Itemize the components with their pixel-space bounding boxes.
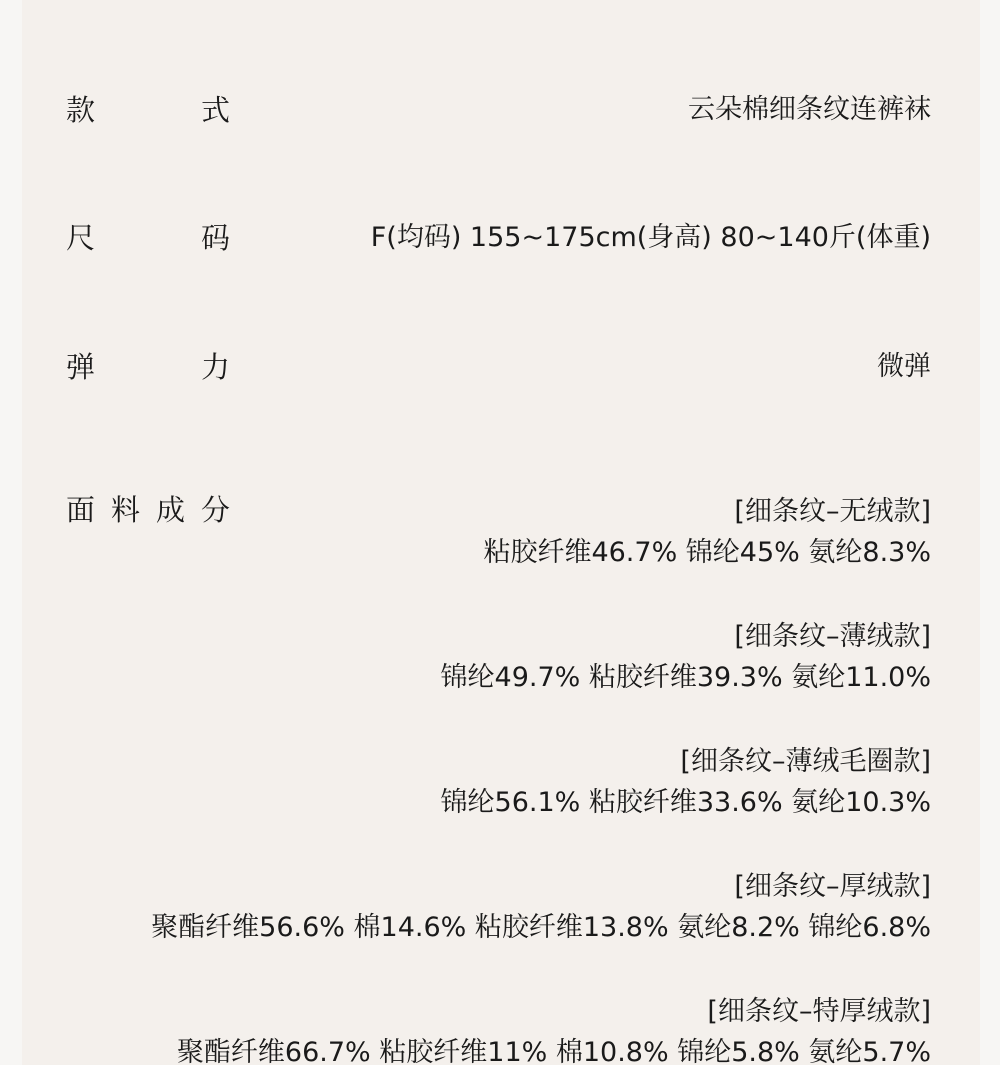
fabric-variant <box>177 998 931 1065</box>
label-char: 弹 <box>66 350 96 384</box>
fabric-variant-composition: 聚酯纤维56.6% 棉14.6% 粘胶纤维13.8% 氨纶8.2% 锦纶6.8% <box>151 912 931 943</box>
fabric-variant <box>483 498 931 566</box>
spec-label-size <box>66 221 230 255</box>
spec-value-elasticity: 微弹 <box>877 351 931 382</box>
spec-value-style: 云朵棉细条纹连裤袜 <box>688 94 931 125</box>
label-char: 成 <box>155 493 185 527</box>
spec-label-elasticity <box>66 350 230 384</box>
label-char: 分 <box>200 493 230 527</box>
label-char: 面 <box>66 493 96 527</box>
label-char: 式 <box>200 93 230 127</box>
fabric-variant-composition: 粘胶纤维46.7% 锦纶45% 氨纶8.3% <box>483 537 931 568</box>
fabric-variant <box>441 623 931 691</box>
label-char: 料 <box>110 493 140 527</box>
spec-value-size: F(均码) 155~175cm(身高) 80~140斤(体重) <box>370 222 931 253</box>
fabric-variant-composition: 锦纶49.7% 粘胶纤维39.3% 氨纶11.0% <box>440 662 931 693</box>
fabric-variant-title: [细条纹–无绒款] <box>734 496 931 527</box>
fabric-variant <box>441 748 931 816</box>
product-spec-panel <box>22 0 980 1065</box>
label-char: 力 <box>200 350 230 384</box>
label-char: 尺 <box>66 221 96 255</box>
spec-label-style <box>66 93 230 127</box>
fabric-variant-composition: 聚酯纤维66.7% 粘胶纤维11% 棉10.8% 锦纶5.8% 氨纶5.7% <box>176 1037 931 1065</box>
label-char: 码 <box>200 221 230 255</box>
fabric-variant-title: [细条纹–厚绒款] <box>734 871 931 902</box>
fabric-variant-title: [细条纹–薄绒款] <box>734 621 931 652</box>
spec-label-fabric <box>66 493 230 527</box>
label-char: 款 <box>66 93 96 127</box>
fabric-variant-composition: 锦纶56.1% 粘胶纤维33.6% 氨纶10.3% <box>440 787 931 818</box>
fabric-variant <box>151 873 931 941</box>
fabric-variant-title: [细条纹–薄绒毛圈款] <box>680 746 931 777</box>
spec-row-fabric <box>66 493 931 1065</box>
fabric-variant-title: [细条纹–特厚绒款] <box>707 996 931 1027</box>
